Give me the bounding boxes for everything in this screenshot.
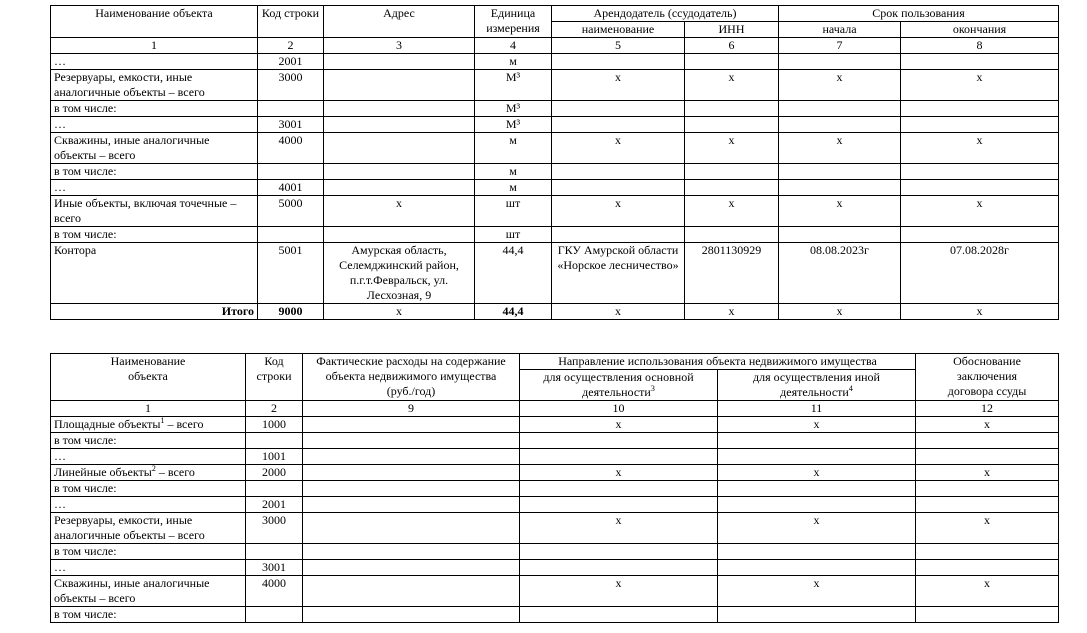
- cell-unit: м: [475, 180, 552, 196]
- cell-name: в том числе:: [51, 481, 246, 497]
- table-row: [51, 465, 1059, 481]
- table-row: [51, 164, 1059, 180]
- col-number: 5: [552, 38, 685, 54]
- col-number: 11: [718, 401, 916, 417]
- cell-start: [779, 54, 901, 70]
- header-term: Срок пользования: [779, 6, 1059, 22]
- cell-expenses: [303, 449, 520, 465]
- cell-other: [718, 481, 916, 497]
- header-main-activity: для осуществления основной деятельности$^3$: [520, 370, 718, 401]
- cell-unit: м: [475, 133, 552, 164]
- header-row: [51, 6, 1059, 22]
- cell-expenses: [303, 607, 520, 623]
- cell-address: [324, 101, 475, 117]
- cell-start: [779, 227, 901, 243]
- cell-end: [901, 180, 1059, 196]
- cell-address: [324, 133, 475, 164]
- cell-expenses: [303, 576, 520, 607]
- cell-basis: [916, 560, 1059, 576]
- cell-lessor: ГКУ Амурской области «Норское лесничество»: [552, 243, 685, 304]
- cell-name: Скважины, иные аналогичные объекты – всего: [51, 576, 246, 607]
- table-row: [51, 433, 1059, 449]
- cell-expenses: [303, 513, 520, 544]
- total-unit: 44,4: [475, 304, 552, 320]
- cell-lessor: [552, 180, 685, 196]
- cell-code: 4001: [258, 180, 324, 196]
- cell-inn: х: [685, 70, 779, 101]
- cell-inn: [685, 227, 779, 243]
- cell-basis: х: [916, 465, 1059, 481]
- cell-code: 2001: [258, 54, 324, 70]
- cell-start: [779, 164, 901, 180]
- cell-inn: [685, 164, 779, 180]
- cell-name: …: [51, 54, 258, 70]
- header-start: начала: [779, 22, 901, 38]
- table-row: [51, 54, 1059, 70]
- cell-unit: М³: [475, 70, 552, 101]
- cell-inn: [685, 180, 779, 196]
- cell-main: [520, 449, 718, 465]
- cell-lessor: х: [552, 196, 685, 227]
- table-row: [51, 576, 1059, 607]
- cell-name: в том числе:: [51, 433, 246, 449]
- cell-main: [520, 560, 718, 576]
- cell-lessor: [552, 164, 685, 180]
- cell-address: х: [324, 196, 475, 227]
- cell-end: 07.08.2028г: [901, 243, 1059, 304]
- cell-lessor: [552, 101, 685, 117]
- table-row: [51, 544, 1059, 560]
- cell-code: 2001: [246, 497, 303, 513]
- cell-main: х: [520, 465, 718, 481]
- col-number: 10: [520, 401, 718, 417]
- cell-basis: х: [916, 417, 1059, 433]
- col-number: 6: [685, 38, 779, 54]
- cell-address: [324, 70, 475, 101]
- cell-name: …: [51, 117, 258, 133]
- total-inn: х: [685, 304, 779, 320]
- cell-name: в том числе:: [51, 101, 258, 117]
- cell-end: [901, 227, 1059, 243]
- cell-other: х: [718, 513, 916, 544]
- total-row: [51, 304, 1059, 320]
- cell-start: х: [779, 70, 901, 101]
- cell-start: х: [779, 196, 901, 227]
- cell-name: Площадные объекты$^1$ – всего: [51, 417, 246, 433]
- table-row: [51, 497, 1059, 513]
- cell-start: [779, 101, 901, 117]
- cell-main: [520, 481, 718, 497]
- cell-name: Скважины, иные аналогичные объекты – всего: [51, 133, 258, 164]
- cell-expenses: [303, 497, 520, 513]
- cell-basis: х: [916, 513, 1059, 544]
- cell-other: х: [718, 576, 916, 607]
- header-expenses: Фактические расходы на содержание объекта недвижимого имущества (руб./год): [303, 354, 520, 401]
- cell-end: [901, 101, 1059, 117]
- header-address: Адрес: [324, 6, 475, 38]
- cell-other: [718, 449, 916, 465]
- header-code: Код строки: [258, 6, 324, 38]
- total-start: х: [779, 304, 901, 320]
- cell-name: Иные объекты, включая точечные – всего: [51, 196, 258, 227]
- col-number: 4: [475, 38, 552, 54]
- cell-expenses: [303, 544, 520, 560]
- table-row: [51, 227, 1059, 243]
- cell-main: [520, 607, 718, 623]
- cell-end: [901, 117, 1059, 133]
- col-number: 12: [916, 401, 1059, 417]
- cell-end: [901, 54, 1059, 70]
- cell-unit: м: [475, 54, 552, 70]
- table-row: [51, 560, 1059, 576]
- total-code: 9000: [258, 304, 324, 320]
- cell-expenses: [303, 481, 520, 497]
- col-number: 8: [901, 38, 1059, 54]
- cell-address: [324, 117, 475, 133]
- total-name: Итого: [51, 304, 258, 320]
- cell-name: Резервуары, емкости, иные аналогичные объекты – всего: [51, 513, 246, 544]
- total-address: х: [324, 304, 475, 320]
- cell-code: 4000: [246, 576, 303, 607]
- cell-name: в том числе:: [51, 164, 258, 180]
- cell-unit: шт: [475, 227, 552, 243]
- cell-basis: х: [916, 576, 1059, 607]
- cell-name: …: [51, 180, 258, 196]
- header-lessor: Арендодатель (ссудодатель): [552, 6, 779, 22]
- table-row: [51, 133, 1059, 164]
- cell-code: 3000: [258, 70, 324, 101]
- table-row: [51, 513, 1059, 544]
- cell-basis: [916, 481, 1059, 497]
- col-number: 2: [246, 401, 303, 417]
- column-numbers-row: [51, 401, 1059, 417]
- cell-end: х: [901, 70, 1059, 101]
- cell-other: [718, 560, 916, 576]
- cell-basis: [916, 433, 1059, 449]
- cell-lessor: [552, 227, 685, 243]
- cell-code: [258, 101, 324, 117]
- cell-inn: 2801130929: [685, 243, 779, 304]
- header-code: Код строки: [246, 354, 303, 401]
- cell-code: [258, 227, 324, 243]
- cell-unit: М³: [475, 117, 552, 133]
- table-row: [51, 180, 1059, 196]
- cell-other: х: [718, 417, 916, 433]
- cell-unit: 44,4: [475, 243, 552, 304]
- col-number: 9: [303, 401, 520, 417]
- header-end: окончания: [901, 22, 1059, 38]
- cell-basis: [916, 497, 1059, 513]
- total-end: х: [901, 304, 1059, 320]
- cell-name: в том числе:: [51, 607, 246, 623]
- header-basis: Обоснование заключения договора ссуды: [916, 354, 1059, 401]
- cell-main: [520, 544, 718, 560]
- cell-address: [324, 180, 475, 196]
- cell-code: 5000: [258, 196, 324, 227]
- cell-end: х: [901, 196, 1059, 227]
- table-row: [51, 196, 1059, 227]
- cell-start: [779, 117, 901, 133]
- cell-main: х: [520, 417, 718, 433]
- cell-main: [520, 497, 718, 513]
- cell-code: 1000: [246, 417, 303, 433]
- cell-expenses: [303, 465, 520, 481]
- cell-address: [324, 164, 475, 180]
- col-number: 1: [51, 401, 246, 417]
- cell-end: х: [901, 133, 1059, 164]
- cell-code: 3001: [258, 117, 324, 133]
- cell-code: 5001: [258, 243, 324, 304]
- cell-code: [246, 607, 303, 623]
- cell-other: [718, 544, 916, 560]
- table-row: [51, 481, 1059, 497]
- cell-inn: х: [685, 196, 779, 227]
- col-number: 2: [258, 38, 324, 54]
- cell-code: [246, 544, 303, 560]
- cell-name: в том числе:: [51, 544, 246, 560]
- cell-unit: М³: [475, 101, 552, 117]
- header-name: Наименование объекта: [51, 6, 258, 38]
- cell-inn: [685, 101, 779, 117]
- col-number: 3: [324, 38, 475, 54]
- cell-main: х: [520, 576, 718, 607]
- cell-unit: шт: [475, 196, 552, 227]
- header-unit: Единица измерения: [475, 6, 552, 38]
- usage-table: [50, 353, 1059, 623]
- cell-other: [718, 607, 916, 623]
- cell-address: Амурская область, Селемджинский район, п.г.т.Февральск, ул. Лесхозная, 9: [324, 243, 475, 304]
- cell-lessor: х: [552, 133, 685, 164]
- column-numbers-row: [51, 38, 1059, 54]
- total-lessor: х: [552, 304, 685, 320]
- cell-address: [324, 54, 475, 70]
- cell-code: 3000: [246, 513, 303, 544]
- header-other-activity: для осуществления иной деятельности$^4$: [718, 370, 916, 401]
- table-row: [51, 607, 1059, 623]
- cell-start: [779, 180, 901, 196]
- cell-expenses: [303, 433, 520, 449]
- cell-name: …: [51, 497, 246, 513]
- cell-name: Резервуары, емкости, иные аналогичные объекты – всего: [51, 70, 258, 101]
- col-number: 1: [51, 38, 258, 54]
- cell-other: х: [718, 465, 916, 481]
- cell-name: …: [51, 560, 246, 576]
- cell-address: [324, 227, 475, 243]
- cell-inn: [685, 54, 779, 70]
- cell-other: [718, 497, 916, 513]
- lease-table: [50, 5, 1059, 320]
- header-row: [51, 354, 1059, 370]
- cell-code: [258, 164, 324, 180]
- cell-name: …: [51, 449, 246, 465]
- cell-end: [901, 164, 1059, 180]
- cell-name: в том числе:: [51, 227, 258, 243]
- header-inn: ИНН: [685, 22, 779, 38]
- table-row: [51, 101, 1059, 117]
- table-row: [51, 417, 1059, 433]
- table-row: [51, 70, 1059, 101]
- cell-expenses: [303, 560, 520, 576]
- cell-code: 4000: [258, 133, 324, 164]
- col-number: 7: [779, 38, 901, 54]
- table-row: [51, 449, 1059, 465]
- cell-code: 3001: [246, 560, 303, 576]
- cell-code: 2000: [246, 465, 303, 481]
- cell-main: [520, 433, 718, 449]
- table-row: [51, 243, 1059, 304]
- cell-inn: [685, 117, 779, 133]
- cell-lessor: [552, 117, 685, 133]
- header-name: Наименование объекта: [51, 354, 246, 401]
- cell-main: х: [520, 513, 718, 544]
- cell-start: х: [779, 133, 901, 164]
- cell-basis: [916, 449, 1059, 465]
- cell-code: [246, 481, 303, 497]
- table-row: [51, 117, 1059, 133]
- header-lessor-name: наименование: [552, 22, 685, 38]
- cell-inn: х: [685, 133, 779, 164]
- cell-lessor: [552, 54, 685, 70]
- cell-name: Контора: [51, 243, 258, 304]
- cell-basis: [916, 607, 1059, 623]
- cell-code: 1001: [246, 449, 303, 465]
- cell-code: [246, 433, 303, 449]
- cell-start: 08.08.2023г: [779, 243, 901, 304]
- cell-unit: м: [475, 164, 552, 180]
- cell-expenses: [303, 417, 520, 433]
- header-direction: Направление использования объекта недвижимого имущества: [520, 354, 916, 370]
- cell-basis: [916, 544, 1059, 560]
- cell-name: Линейные объекты$^2$ – всего: [51, 465, 246, 481]
- cell-other: [718, 433, 916, 449]
- cell-lessor: х: [552, 70, 685, 101]
